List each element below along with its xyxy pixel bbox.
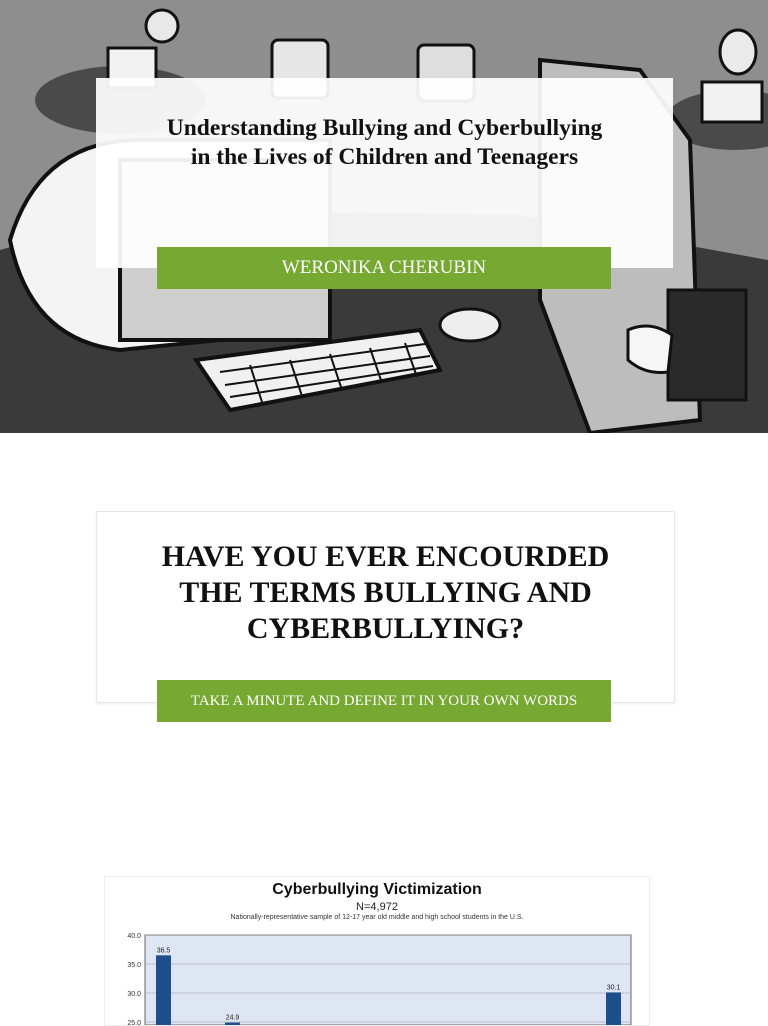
chart-slide [104, 876, 650, 1026]
y-tick-label: 25.0 [127, 1020, 141, 1025]
y-tick-label: 35.0 [127, 962, 141, 969]
question-slide [96, 511, 675, 703]
title-box [96, 78, 673, 268]
presentation-title [96, 114, 673, 172]
define-prompt-banner: TAKE A MINUTE AND DEFINE IT IN YOUR OWN WORDS [157, 680, 611, 722]
question-heading [97, 539, 674, 647]
bar-value-label: 36.5 [156, 947, 171, 955]
bar [156, 955, 171, 1025]
author-banner: WERONIKA CHERUBIN [157, 247, 611, 289]
bar-chart [105, 877, 649, 1025]
y-tick-label: 40.0 [127, 933, 141, 940]
y-tick-label: 30.0 [127, 991, 141, 998]
question-line-2: THE TERMS BULLYING AND [179, 576, 592, 609]
title-line-1: Understanding Bullying and Cyberbullying [166, 115, 603, 141]
bar-value-label: 24.9 [225, 1014, 240, 1022]
bar-value-label: 30.1 [606, 984, 621, 992]
question-line-3: CYBERBULLYING? [246, 612, 525, 645]
chart-title: Cyberbullying Victimization [272, 881, 482, 898]
title-line-2: in the Lives of Children and Teenagers [190, 144, 579, 170]
question-line-1: HAVE YOU EVER ENCOURDED [161, 540, 610, 573]
chart-note: Nationally-representative sample of 12-17 year old middle and high school students in the U.S. [230, 914, 524, 921]
plot-area [145, 935, 631, 1025]
bar [606, 992, 621, 1025]
title-slide [0, 0, 768, 433]
chart-subtitle: N=4,972 [356, 901, 398, 913]
